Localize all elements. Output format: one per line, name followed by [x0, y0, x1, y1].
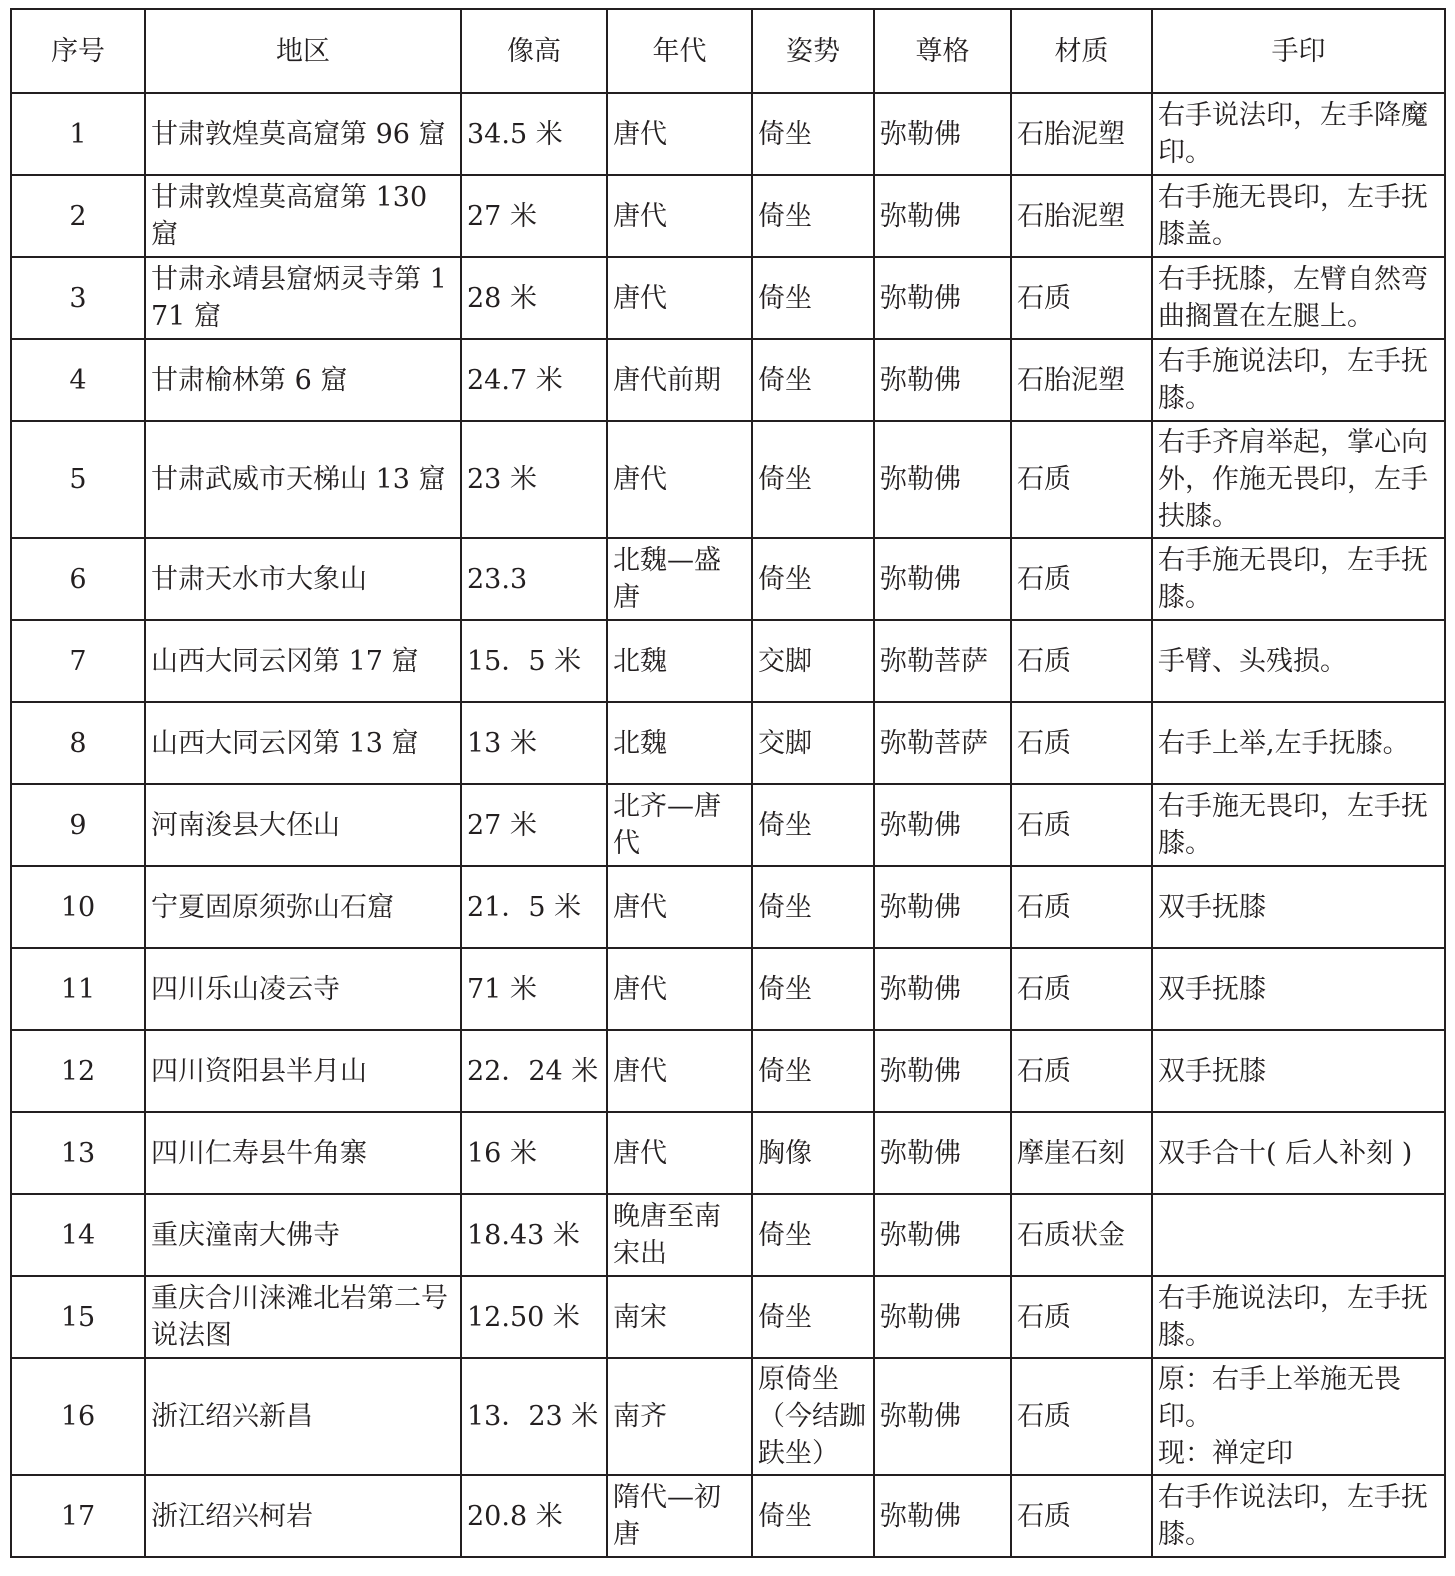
table-row: [11, 93, 1445, 175]
table-row: [11, 175, 1445, 257]
header-deity: 尊格: [874, 9, 1011, 93]
cell-material: 石质: [1011, 421, 1152, 538]
cell-mudra: 右手施说法印，左手抚膝。: [1152, 339, 1445, 421]
cell-index: 13: [11, 1112, 145, 1194]
cell-posture: 倚坐: [752, 175, 874, 257]
cell-region: 宁夏固原须弥山石窟: [145, 866, 461, 948]
cell-era: 南齐: [607, 1358, 752, 1475]
cell-index: 16: [11, 1358, 145, 1475]
cell-height: 71 米: [461, 948, 607, 1030]
cell-era: 唐代: [607, 1030, 752, 1112]
table-row: [11, 948, 1445, 1030]
cell-material: 石质: [1011, 784, 1152, 866]
cell-height: 15．5 米: [461, 620, 607, 702]
header-era: 年代: [607, 9, 752, 93]
cell-material: 石质: [1011, 1030, 1152, 1112]
cell-deity: 弥勒佛: [874, 339, 1011, 421]
cell-index: 12: [11, 1030, 145, 1112]
header-row: [11, 9, 1445, 93]
cell-height: 18.43 米: [461, 1194, 607, 1276]
cell-deity: 弥勒菩萨: [874, 620, 1011, 702]
cell-region: 浙江绍兴新昌: [145, 1358, 461, 1475]
cell-index: 17: [11, 1475, 145, 1557]
cell-era: 唐代: [607, 948, 752, 1030]
cell-mudra: 右手作说法印，左手抚膝。: [1152, 1475, 1445, 1557]
table-row: [11, 1276, 1445, 1358]
cell-deity: 弥勒佛: [874, 948, 1011, 1030]
cell-posture: 倚坐: [752, 866, 874, 948]
cell-posture: 交脚: [752, 702, 874, 784]
cell-index: 14: [11, 1194, 145, 1276]
cell-height: 27 米: [461, 784, 607, 866]
cell-deity: 弥勒佛: [874, 257, 1011, 339]
cell-era: 北魏: [607, 702, 752, 784]
header-posture: 姿势: [752, 9, 874, 93]
cell-height: 24.7 米: [461, 339, 607, 421]
cell-posture: 倚坐: [752, 1475, 874, 1557]
cell-height: 13 米: [461, 702, 607, 784]
cell-deity: 弥勒佛: [874, 1276, 1011, 1358]
table-row: [11, 1475, 1445, 1557]
cell-material: 摩崖石刻: [1011, 1112, 1152, 1194]
table-row: [11, 620, 1445, 702]
cell-material: 石质: [1011, 1475, 1152, 1557]
cell-deity: 弥勒佛: [874, 421, 1011, 538]
cell-material: 石质: [1011, 866, 1152, 948]
cell-posture: 原倚坐（今结跏趺坐）: [752, 1358, 874, 1475]
cell-posture: 倚坐: [752, 1276, 874, 1358]
cell-index: 5: [11, 421, 145, 538]
cell-era: 北魏—盛唐: [607, 538, 752, 620]
cell-index: 8: [11, 702, 145, 784]
cell-era: 唐代: [607, 257, 752, 339]
cell-region: 甘肃武威市天梯山 13 窟: [145, 421, 461, 538]
cell-region: 浙江绍兴柯岩: [145, 1475, 461, 1557]
cell-era: 北魏: [607, 620, 752, 702]
cell-region: 山西大同云冈第 13 窟: [145, 702, 461, 784]
cell-era: 唐代前期: [607, 339, 752, 421]
cell-posture: 倚坐: [752, 538, 874, 620]
cell-height: 23 米: [461, 421, 607, 538]
cell-material: 石质: [1011, 948, 1152, 1030]
cell-index: 6: [11, 538, 145, 620]
cell-mudra: [1152, 1194, 1445, 1276]
cell-height: 23.3: [461, 538, 607, 620]
cell-mudra: 手臂、头残损。: [1152, 620, 1445, 702]
cell-material: 石质: [1011, 538, 1152, 620]
cell-era: 北齐—唐代: [607, 784, 752, 866]
cell-height: 21．5 米: [461, 866, 607, 948]
cell-era: 晚唐至南宋出: [607, 1194, 752, 1276]
cell-index: 15: [11, 1276, 145, 1358]
cell-region: 甘肃榆林第 6 窟: [145, 339, 461, 421]
header-region: 地区: [145, 9, 461, 93]
cell-deity: 弥勒佛: [874, 866, 1011, 948]
cell-posture: 倚坐: [752, 1194, 874, 1276]
header-height: 像高: [461, 9, 607, 93]
cell-posture: 胸像: [752, 1112, 874, 1194]
cell-mudra: 双手抚膝: [1152, 1030, 1445, 1112]
cell-era: 唐代: [607, 866, 752, 948]
cell-region: 山西大同云冈第 17 窟: [145, 620, 461, 702]
cell-height: 27 米: [461, 175, 607, 257]
table-body: [11, 93, 1445, 1557]
table-row: [11, 421, 1445, 538]
cell-region: 四川乐山凌云寺: [145, 948, 461, 1030]
cell-height: 20.8 米: [461, 1475, 607, 1557]
cell-region: 甘肃敦煌莫高窟第 130 窟: [145, 175, 461, 257]
cell-mudra: 右手施无畏印，左手抚膝。: [1152, 784, 1445, 866]
cell-region: 甘肃天水市大象山: [145, 538, 461, 620]
cell-mudra: 右手施说法印，左手抚膝。: [1152, 1276, 1445, 1358]
cell-posture: 倚坐: [752, 257, 874, 339]
cell-mudra: 双手合十( 后人补刻 ): [1152, 1112, 1445, 1194]
cell-deity: 弥勒佛: [874, 1112, 1011, 1194]
cell-mudra: 右手上举,左手抚膝。: [1152, 702, 1445, 784]
cell-index: 4: [11, 339, 145, 421]
cell-era: 南宋: [607, 1276, 752, 1358]
cell-posture: 倚坐: [752, 421, 874, 538]
cell-index: 2: [11, 175, 145, 257]
cell-material: 石质: [1011, 620, 1152, 702]
cell-material: 石胎泥塑: [1011, 339, 1152, 421]
cell-material: 石质: [1011, 257, 1152, 339]
cell-era: 唐代: [607, 93, 752, 175]
cell-material: 石质状金: [1011, 1194, 1152, 1276]
cell-region: 甘肃永靖县窟炳灵寺第 171 窟: [145, 257, 461, 339]
cell-index: 10: [11, 866, 145, 948]
table-row: [11, 866, 1445, 948]
cell-mudra: 右手抚膝，左臂自然弯曲搁置在左腿上。: [1152, 257, 1445, 339]
cell-region: 甘肃敦煌莫高窟第 96 窟: [145, 93, 461, 175]
cell-posture: 倚坐: [752, 784, 874, 866]
table-row: [11, 702, 1445, 784]
cell-material: 石质: [1011, 1276, 1152, 1358]
cell-posture: 倚坐: [752, 1030, 874, 1112]
cell-height: 34.5 米: [461, 93, 607, 175]
table-row: [11, 1112, 1445, 1194]
cell-deity: 弥勒佛: [874, 1358, 1011, 1475]
cell-material: 石胎泥塑: [1011, 175, 1152, 257]
table-row: [11, 784, 1445, 866]
cell-index: 1: [11, 93, 145, 175]
cell-era: 唐代: [607, 421, 752, 538]
cell-region: 重庆潼南大佛寺: [145, 1194, 461, 1276]
cell-mudra: 双手抚膝: [1152, 866, 1445, 948]
table-row: [11, 1030, 1445, 1112]
cell-posture: 倚坐: [752, 948, 874, 1030]
cell-index: 3: [11, 257, 145, 339]
cell-region: 四川资阳县半月山: [145, 1030, 461, 1112]
cell-region: 四川仁寿县牛角寨: [145, 1112, 461, 1194]
cell-index: 7: [11, 620, 145, 702]
cell-mudra: 原：右手上举施无畏印。 现：禅定印: [1152, 1358, 1445, 1475]
cell-mudra: 右手施无畏印，左手抚膝。: [1152, 538, 1445, 620]
table-row: [11, 1194, 1445, 1276]
cell-posture: 倚坐: [752, 339, 874, 421]
table-row: [11, 538, 1445, 620]
header-material: 材质: [1011, 9, 1152, 93]
cell-material: 石胎泥塑: [1011, 93, 1152, 175]
cell-era: 隋代—初唐: [607, 1475, 752, 1557]
cell-material: 石质: [1011, 702, 1152, 784]
header-index: 序号: [11, 9, 145, 93]
cell-posture: 倚坐: [752, 93, 874, 175]
cell-material: 石质: [1011, 1358, 1152, 1475]
cell-mudra: 双手抚膝: [1152, 948, 1445, 1030]
cell-deity: 弥勒佛: [874, 175, 1011, 257]
cell-era: 唐代: [607, 175, 752, 257]
buddha-statue-table: [10, 8, 1446, 1558]
cell-region: 重庆合川涞滩北岩第二号说法图: [145, 1276, 461, 1358]
cell-height: 22．24 米: [461, 1030, 607, 1112]
cell-deity: 弥勒佛: [874, 93, 1011, 175]
cell-deity: 弥勒佛: [874, 1194, 1011, 1276]
cell-mudra: 右手说法印，左手降魔印。: [1152, 93, 1445, 175]
cell-deity: 弥勒菩萨: [874, 702, 1011, 784]
cell-mudra: 右手齐肩举起，掌心向外，作施无畏印，左手扶膝。: [1152, 421, 1445, 538]
cell-deity: 弥勒佛: [874, 784, 1011, 866]
table-row: [11, 339, 1445, 421]
cell-height: 13．23 米: [461, 1358, 607, 1475]
table-row: [11, 257, 1445, 339]
cell-deity: 弥勒佛: [874, 538, 1011, 620]
cell-mudra: 右手施无畏印，左手抚膝盖。: [1152, 175, 1445, 257]
cell-deity: 弥勒佛: [874, 1475, 1011, 1557]
cell-height: 12.50 米: [461, 1276, 607, 1358]
cell-index: 9: [11, 784, 145, 866]
cell-posture: 交脚: [752, 620, 874, 702]
cell-height: 28 米: [461, 257, 607, 339]
cell-index: 11: [11, 948, 145, 1030]
cell-region: 河南浚县大伾山: [145, 784, 461, 866]
header-mudra: 手印: [1152, 9, 1445, 93]
cell-height: 16 米: [461, 1112, 607, 1194]
cell-era: 唐代: [607, 1112, 752, 1194]
cell-deity: 弥勒佛: [874, 1030, 1011, 1112]
table-row: [11, 1358, 1445, 1475]
